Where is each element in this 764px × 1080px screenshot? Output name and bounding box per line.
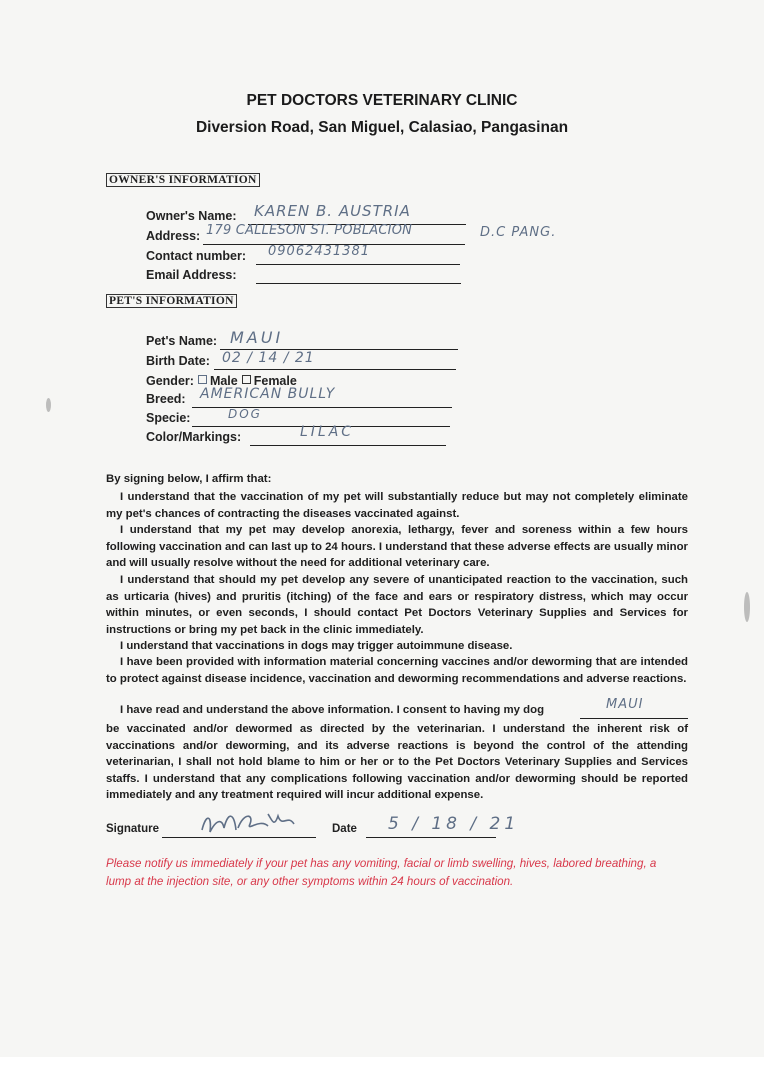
post-vaccination-notice: Please notify us immediately if your pet has any vomiting, facial or limb swelling, hives, labored breathing, a lump at the injection site, or any other symptoms within 24 hours of vaccination. [106,857,657,888]
consent-paragraph-6-start [120,704,544,716]
scan-smudge [46,398,51,412]
consent-paragraph-4: I understand that vaccinations in dogs may trigger autoimmune disease. [120,640,513,652]
pet-section-title: PET'S INFORMATION [106,294,237,308]
contact-line [256,264,460,265]
breed-label: Breed: [146,392,186,406]
female-option-label: Female [253,374,297,388]
male-checkbox[interactable] [198,375,207,384]
clinic-name: PET DOCTORS VETERINARY CLINIC [246,92,518,109]
specie-value[interactable]: DOG [228,407,262,421]
pet-name-label: Pet's Name: [146,334,218,348]
birth-date-value[interactable]: 02 / 14 / 21 [222,350,315,366]
consent-paragraph-5: I have been provided with information material concerning vaccines and/or deworming that are intended to protect against disease incidence, vaccination and deworming recommendations and adverse reactions. [106,656,688,685]
scan-smudge [744,592,750,622]
color-markings-label: Color/Markings: [146,430,242,444]
contact-label: Contact number: [146,249,246,263]
birth-date-line [214,369,456,370]
signature-label: Signature [106,823,160,835]
email-label: Email Address: [146,268,237,282]
gender-label: Gender: [146,374,194,388]
signature-scribble[interactable] [198,806,308,840]
contact-value[interactable]: 09062431381 [268,244,370,259]
clinic-address: Diversion Road, San Miguel, Calasiao, Pangasinan [195,119,569,136]
date-line [366,837,496,838]
address-value[interactable]: 179 CALLESON ST. POBLACION [206,223,413,238]
owner-name-value[interactable]: KAREN B. AUSTRIA [254,202,411,220]
dog-name-value[interactable]: MAUI [606,697,644,712]
page-bottom-margin [0,1057,764,1080]
female-checkbox[interactable] [242,375,251,384]
owner-name-label: Owner's Name: [146,209,237,223]
date-label: Date [332,823,357,835]
address-label: Address: [146,229,201,243]
consent-statement: I have read and understand the above information. I consent to having my dog [120,704,545,716]
owner-section-title: OWNER'S INFORMATION [106,173,260,187]
birth-date-label: Birth Date: [146,354,210,368]
date-value[interactable]: 5 / 18 / 21 [388,814,520,834]
consent-paragraph-1: I understand that the vaccination of my pet will substantially reduce but may not completely eliminate my pet's chances of contracting the diseases vaccinated against. [106,491,688,520]
male-option-label: Male [209,374,238,388]
breed-value[interactable]: AMERICAN BULLY [200,386,336,402]
email-field[interactable] [256,283,461,284]
address-value-extra: D.C PANG. [480,225,557,240]
pet-name-value[interactable]: MAUI [230,328,284,347]
color-markings-line [250,445,446,446]
specie-label: Specie: [146,411,191,425]
dog-name-line [580,718,688,719]
color-markings-value[interactable]: LILAC [300,424,355,440]
consent-paragraph-2: I understand that my pet may develop anorexia, lethargy, fever and soreness within a few hours following vaccination and can last up to 24 hours. I understand that these adverse effects are usually minor and will usually resolve without the need for additional veterinary care. [106,524,688,569]
consent-paragraph-6-rest: be vaccinated and/or dewormed as directed by the veterinarian. I understand the inherent risk of vaccinations and/or deworming, and its adverse reactions is beyond the control of the attending veterinarian, I shall not hold blame to him or her or to the Pet Doctors Veterinary Supplies and Services staffs. I understand that any complications following vaccination and/or deworming should be reported immediately and any treatment required will incur additional expense. [106,723,688,801]
affirm-intro: By signing below, I affirm that: [106,473,272,485]
consent-paragraph-3: I understand that should my pet develop any severe of unanticipated reaction to the vaccination, such as urticaria (hives) and pruritis (itching) of the face and ears or respiratory distress, which may occur within minutes, or even seconds, I should contact Pet Doctors Veterinary Supplies and Services for instructions or bring my pet back in the clinic immediately. [106,574,688,636]
